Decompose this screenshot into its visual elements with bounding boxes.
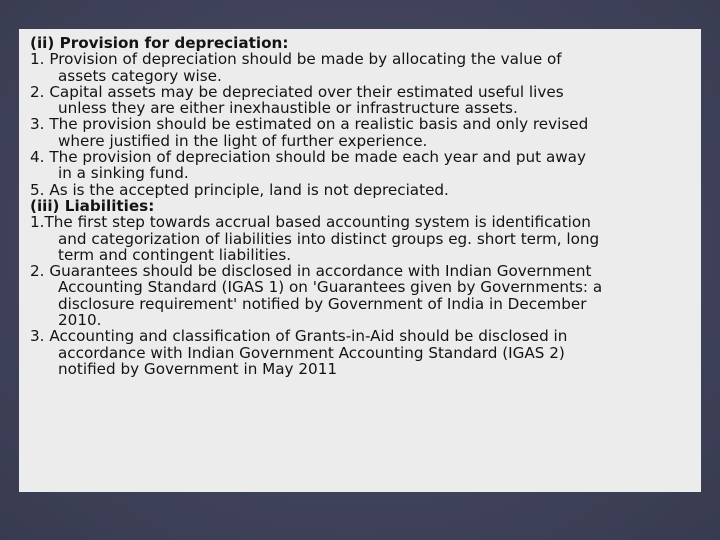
liabilities-item-3: 3. Accounting and classification of Grants-in-Aid should be disclosed in xyxy=(30,327,568,346)
liabilities-item-3-continued-2: notified by Government in May 2011 xyxy=(58,359,338,378)
depreciation-item-5: 5. As is the accepted principle, land is not depreciated. xyxy=(30,180,449,199)
liabilities-item-2: 2. Guarantees should be disclosed in accordance with Indian Government xyxy=(30,262,592,281)
liabilities-item-1-continued: and categorization of liabilities into distinct groups eg. short term, long xyxy=(58,229,600,248)
section-heading-depreciation: (ii) Provision for depreciation: xyxy=(30,34,289,52)
depreciation-item-3-continued: where justified in the light of further experience. xyxy=(58,131,428,150)
section-heading-liabilities: (iii) Liabilities: xyxy=(30,196,155,215)
liabilities-item-1: 1.The first step towards accrual based accounting system is identification xyxy=(30,213,591,232)
liabilities-item-3-continued: accordance with Indian Government Accounting Standard (IGAS 2) xyxy=(58,343,565,362)
liabilities-item-2-continued-3: 2010. xyxy=(58,311,102,330)
depreciation-item-2-continued: unless they are either inexhaustible or infrastructure assets. xyxy=(58,99,518,118)
liabilities-item-2-continued: Accounting Standard (IGAS 1) on 'Guarantees given by Governments: a xyxy=(58,278,603,297)
depreciation-item-2: 2. Capital assets may be depreciated over their estimated useful lives xyxy=(30,82,564,101)
depreciation-item-1: 1. Provision of depreciation should be made by allocating the value of xyxy=(30,50,562,69)
liabilities-item-2-continued-2: disclosure requirement' notified by Government of India in December xyxy=(58,294,587,313)
depreciation-item-4: 4. The provision of depreciation should be made each year and put away xyxy=(30,148,586,167)
liabilities-item-1-continued-2: term and contingent liabilities. xyxy=(58,245,292,264)
depreciation-item-3: 3. The provision should be estimated on a realistic basis and only revised xyxy=(30,115,589,134)
slide-content xyxy=(30,35,700,377)
depreciation-item-1-continued: assets category wise. xyxy=(58,66,222,85)
depreciation-item-4-continued: in a sinking fund. xyxy=(58,164,189,183)
